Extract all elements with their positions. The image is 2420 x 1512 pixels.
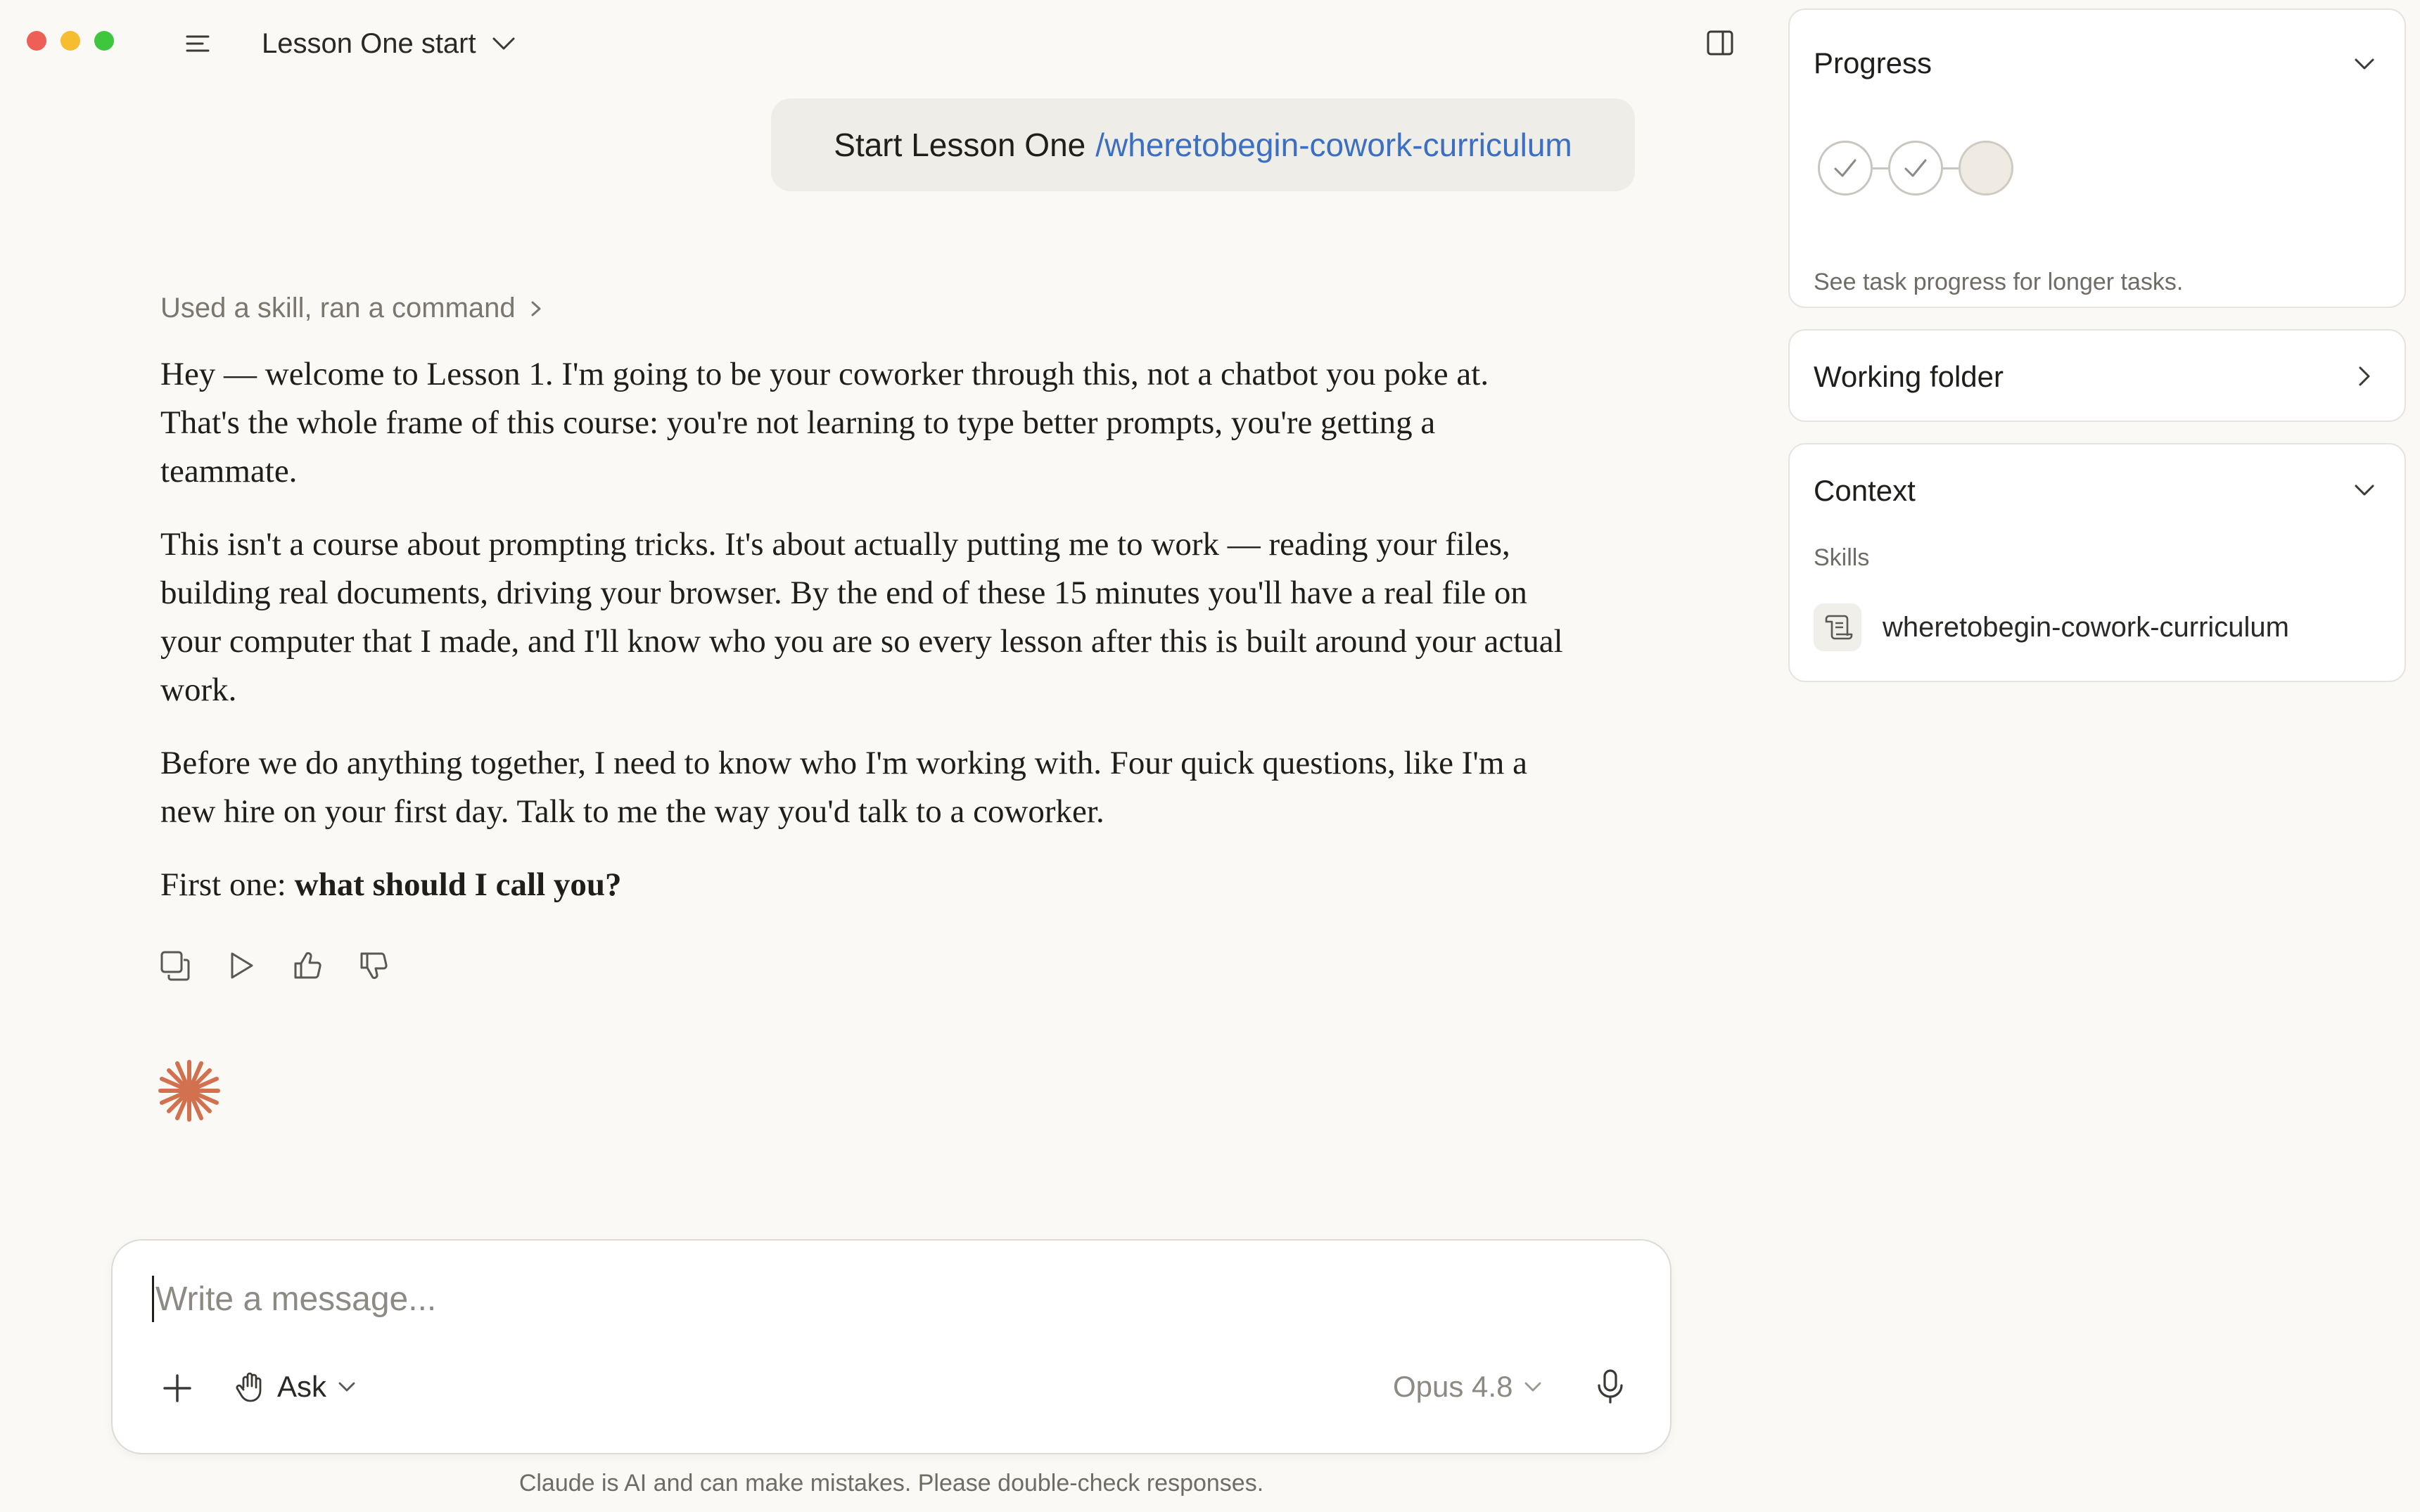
message-actions <box>159 949 390 982</box>
skills-section-label: Skills <box>1814 544 1870 571</box>
disclaimer-text: Claude is AI and can make mistakes. Please double-check responses. <box>518 1470 1264 1497</box>
checkmark-icon <box>1828 151 1862 185</box>
message-composer <box>111 1239 1671 1454</box>
context-card <box>1788 443 2406 682</box>
skill-name: wheretobegin-cowork-curriculum <box>1883 611 2289 643</box>
menu-icon <box>184 31 212 56</box>
question-prefix: First one: <box>160 866 295 903</box>
progress-step-complete <box>1818 141 1873 196</box>
thumbs-up-icon <box>291 949 324 982</box>
thumbs-down-icon <box>357 949 390 982</box>
skill-item[interactable] <box>1814 603 2289 651</box>
context-title: Context <box>1814 474 1916 507</box>
sidebar-menu-button[interactable] <box>184 31 212 56</box>
copy-button[interactable] <box>159 949 191 982</box>
progress-steps <box>1818 141 2013 196</box>
read-aloud-button[interactable] <box>225 949 257 982</box>
progress-hint: See task progress for longer tasks. <box>1814 269 2184 295</box>
progress-connector <box>1873 167 1888 169</box>
progress-title: Progress <box>1814 46 1932 79</box>
add-attachment-button[interactable] <box>159 1370 196 1407</box>
assistant-paragraph: Before we do anything together, I need to know who I'm working with. Four quick questions, like I'm a new hire on your first day. Talk to me the way you'd talk to a coworker. <box>160 745 1527 830</box>
collapse-progress-button[interactable] <box>2352 52 2376 76</box>
assistant-paragraph: This isn't a course about prompting tricks. It's about actually putting me to work — reading your files, building real documents, driving your browser. By the end of these 15 minutes you'll have a real file on your computer that I made, and I'll know who you are so every lesson after this is built around your actual work. <box>160 526 1563 708</box>
side-panel-icon <box>1705 28 1735 58</box>
chevron-down-icon <box>2352 52 2376 76</box>
plus-icon <box>159 1370 196 1407</box>
tool-usage-summary[interactable] <box>160 293 544 324</box>
toggle-side-panel-button[interactable] <box>1705 28 1735 58</box>
tool-usage-label: Used a skill, ran a command <box>160 293 516 323</box>
chevron-down-icon <box>1524 1380 1542 1393</box>
thumbs-up-button[interactable] <box>291 949 324 982</box>
spark-icon <box>156 1058 222 1124</box>
copy-icon <box>159 949 191 982</box>
close-window-button[interactable] <box>27 31 46 51</box>
assistant-question <box>160 861 1567 909</box>
message-input[interactable] <box>152 1276 1559 1322</box>
assistant-message <box>160 350 1567 934</box>
user-message-bubble <box>771 98 1635 191</box>
chevron-right-icon <box>2352 364 2376 388</box>
collapse-context-button[interactable] <box>2352 478 2376 502</box>
model-selector[interactable] <box>1393 1366 1542 1408</box>
mode-label: Ask <box>277 1370 327 1403</box>
progress-step-pending <box>1959 141 2013 196</box>
assistant-paragraph: Hey — welcome to Lesson 1. I'm going to be your coworker through this, not a chatbot you poke at. That's the whole frame of this course: you're not learning to type better prompts, you're getting a teammate. <box>160 356 1489 489</box>
slash-command-link[interactable]: /wheretobegin-cowork-curriculum <box>1095 127 1572 163</box>
progress-step-complete <box>1888 141 1943 196</box>
voice-input-button[interactable] <box>1591 1367 1629 1405</box>
chevron-down-icon <box>2352 478 2376 502</box>
conversation-title: Lesson One start <box>262 27 476 59</box>
working-folder-card[interactable] <box>1788 329 2406 422</box>
progress-connector <box>1943 167 1959 169</box>
chevron-right-icon <box>528 298 544 319</box>
mode-selector[interactable] <box>234 1366 356 1408</box>
question-bold: what should I call you? <box>294 866 622 903</box>
minimize-window-button[interactable] <box>60 31 80 51</box>
checkmark-icon <box>1899 151 1932 185</box>
thumbs-down-button[interactable] <box>357 949 390 982</box>
play-icon <box>225 949 257 982</box>
working-folder-title: Working folder <box>1814 360 2004 393</box>
hand-icon <box>234 1371 266 1403</box>
chevron-down-icon <box>338 1380 356 1393</box>
scroll-icon <box>1814 603 1861 651</box>
conversation-title-dropdown[interactable] <box>262 24 516 63</box>
microphone-icon <box>1591 1367 1629 1405</box>
user-message-text: Start Lesson One <box>834 127 1086 163</box>
claude-spark-icon <box>156 1058 222 1124</box>
window-controls <box>27 31 114 51</box>
progress-card <box>1788 8 2406 308</box>
chevron-down-icon <box>492 36 516 51</box>
model-label: Opus 4.8 <box>1393 1370 1513 1403</box>
expand-working-folder-button[interactable] <box>2352 364 2376 388</box>
zoom-window-button[interactable] <box>94 31 114 51</box>
